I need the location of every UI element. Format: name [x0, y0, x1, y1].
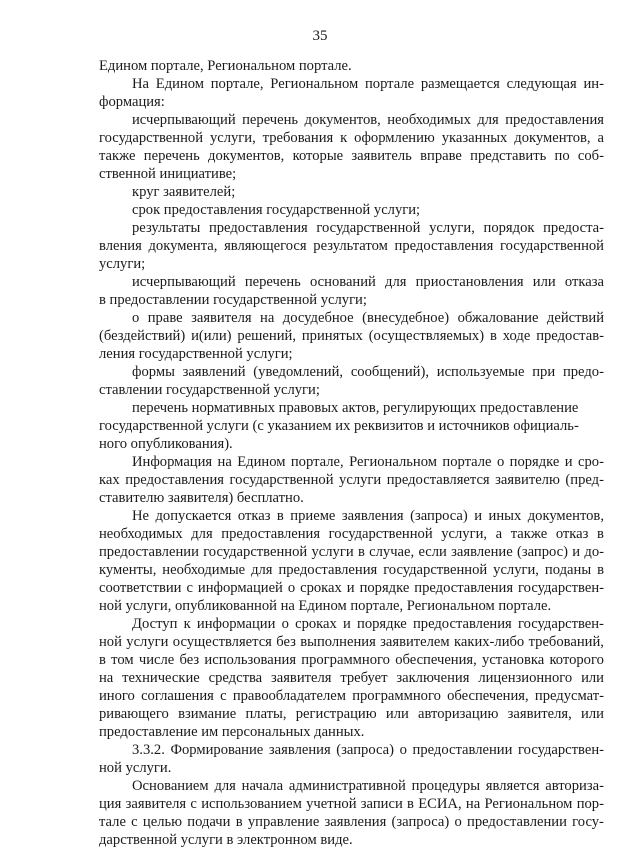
text-line: Основанием для начала административной процедуры является авториза- [132, 778, 604, 794]
text-line: круг заявителей; [132, 184, 236, 200]
text-line: ривающего взимание платы, регистрацию или авторизацию заявителя, или [99, 706, 604, 722]
text-line: ного опубликования). [99, 436, 233, 452]
text-line: (бездействий) и(или) решений, принятых (осуществляемых) в ходе предостав- [99, 328, 604, 344]
text-line: результаты предоставления государственной услуги, порядок предоста- [132, 220, 604, 236]
text-line: государственной услуги, требования к оформлению указанных документов, а [99, 130, 604, 146]
text-line: в том числе без использования программного обеспечения, установка которого [99, 652, 604, 668]
text-line: формация: [99, 94, 165, 110]
text-line: предоставление им персональных данных. [99, 724, 365, 740]
text-line: ках предоставления государственной услуги предоставляется заявителю (пред- [99, 472, 604, 488]
text-line: срок предоставления государственной услуги; [132, 202, 421, 218]
text-line: ной услуги осуществляется без выполнения заявителем каких-либо требований, [99, 634, 604, 650]
text-line: Едином портале, Региональном портале. [99, 58, 352, 74]
text-line: иного соглашения с правообладателем программного обеспечения, предусмат- [99, 688, 604, 704]
text-line: дарственной услуги в электронном виде. [99, 832, 353, 848]
text-line: вления документа, являющегося результатом предоставления государственной [99, 238, 604, 254]
text-line: ления государственной услуги; [99, 346, 293, 362]
text-line: исчерпывающий перечень документов, необходимых для предоставления [132, 112, 604, 128]
text-line: На Едином портале, Региональном портале размещается следующая ин- [132, 76, 604, 92]
text-line: также перечень документов, которые заявитель вправе представить по соб- [99, 148, 604, 164]
text-line: перечень нормативных правовых актов, регулирующих предоставление [132, 400, 579, 416]
text-line: предоставлении государственной услуги в случае, если заявление (запрос) и до- [99, 544, 604, 560]
text-line: формы заявлений (уведомлений, сообщений), используемые при предо- [132, 364, 604, 380]
text-line: Информация на Едином портале, Региональном портале о порядке и сро- [132, 454, 604, 470]
text-line: ставителю заявителя) бесплатно. [99, 490, 304, 506]
text-line: в предоставлении государственной услуги; [99, 292, 367, 308]
page-number: 35 [312, 28, 328, 44]
text-line: ной услуги. [99, 760, 172, 776]
text-line: кументы, необходимые для предоставления государственной услуги, поданы в [99, 562, 604, 578]
text-line: Доступ к информации о сроках и порядке предоставления государствен- [132, 616, 604, 632]
text-line: на технические средства заявителя требует заключения лицензионного или [99, 670, 604, 686]
document-body [99, 57, 604, 849]
text-line: о праве заявителя на досудебное (внесудебное) обжалование действий [132, 310, 604, 326]
text-line: соответствии с информацией о сроках и порядке предоставления государствен- [99, 580, 604, 596]
text-line: ция заявителя с использованием учетной записи в ЕСИА, на Региональном пор- [99, 796, 604, 812]
text-line: 3.3.2. Формирование заявления (запроса) о предоставлении государствен- [132, 742, 604, 758]
text-line: государственной услуги (с указанием их реквизитов и источников официаль- [99, 418, 579, 434]
text-line: тале с целью подачи в управление заявления (запроса) о предоставлении госу- [99, 814, 604, 830]
text-line: исчерпывающий перечень оснований для приостановления или отказа [132, 274, 604, 290]
text-line: Не допускается отказ в приеме заявления (запроса) и иных документов, [132, 508, 604, 524]
text-line: ставлении государственной услуги; [99, 382, 320, 398]
text-line: ной услуги, опубликованной на Едином портале, Региональном портале. [99, 598, 552, 614]
text-line: ственной инициативе; [99, 166, 237, 182]
text-line: необходимых для предоставления государственной услуги, а также отказ в [99, 526, 604, 542]
text-line: услуги; [99, 256, 146, 272]
